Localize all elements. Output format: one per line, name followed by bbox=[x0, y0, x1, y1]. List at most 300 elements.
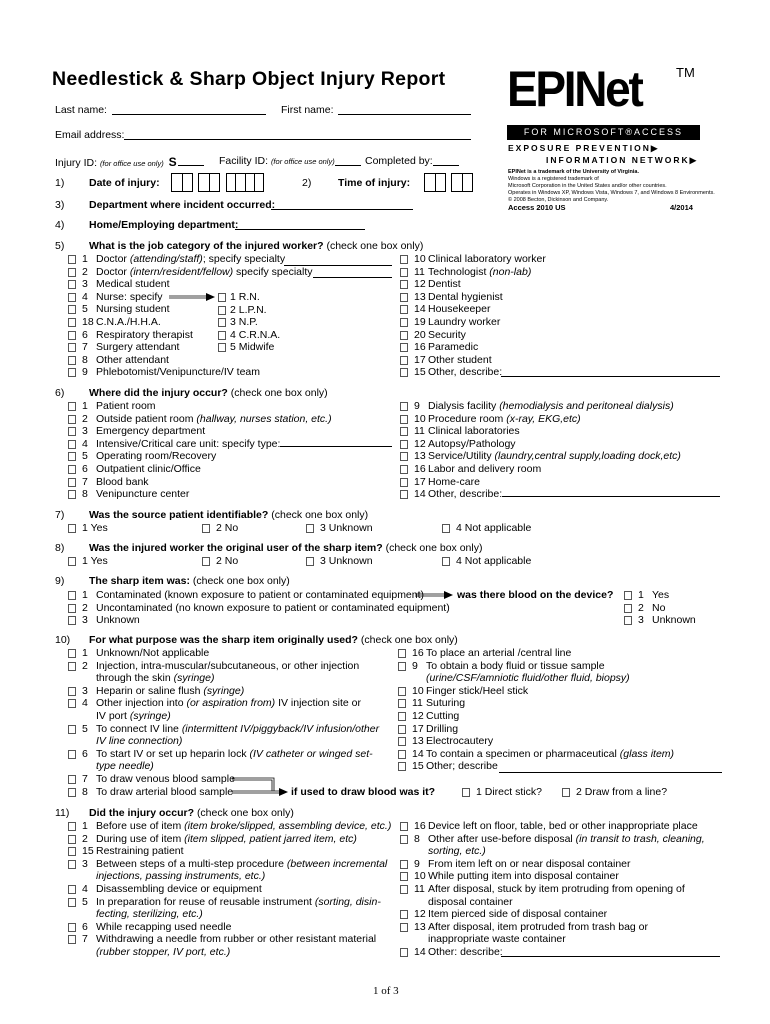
option-text bbox=[96, 317, 161, 328]
checkbox[interactable] bbox=[400, 427, 408, 436]
epinet-logo: EPINet bbox=[507, 61, 642, 117]
option-number: 16 bbox=[414, 820, 426, 832]
option-text bbox=[428, 279, 461, 290]
option-text bbox=[428, 464, 541, 475]
q9-arrow-icon bbox=[415, 591, 453, 599]
option-number: 13 bbox=[412, 735, 424, 748]
checkbox[interactable] bbox=[68, 524, 76, 533]
logo-bar: FOR MICROSOFT®ACCESS bbox=[507, 125, 700, 140]
checkbox[interactable] bbox=[398, 687, 406, 696]
option-label: While recapping used needle bbox=[96, 920, 232, 933]
option-label: Laundry worker bbox=[428, 316, 501, 328]
option-text bbox=[428, 477, 480, 488]
option-text bbox=[428, 414, 581, 425]
checkbox[interactable] bbox=[202, 524, 210, 533]
option-label: Clinical laboratory worker bbox=[428, 253, 546, 265]
option-text bbox=[426, 686, 528, 697]
checkbox[interactable] bbox=[68, 860, 76, 869]
q5-specialty-field-1[interactable] bbox=[284, 255, 392, 266]
checkbox[interactable] bbox=[68, 402, 76, 411]
option-label: Medical student bbox=[96, 278, 170, 291]
checkbox[interactable] bbox=[400, 318, 408, 327]
checkbox[interactable] bbox=[68, 465, 76, 474]
option-number: 13 bbox=[414, 290, 426, 303]
option-label: Dialysis facility bbox=[428, 400, 500, 412]
q10-blood-question: if used to draw blood was it? bbox=[291, 786, 436, 798]
checkbox[interactable] bbox=[68, 415, 76, 424]
nurse-arrow-icon bbox=[169, 293, 215, 301]
option-text bbox=[428, 897, 513, 908]
option-label: Outside patient room bbox=[96, 412, 197, 425]
option-text bbox=[96, 871, 265, 882]
option-label: Technologist bbox=[428, 265, 490, 278]
option-label: To connect IV line bbox=[96, 722, 182, 735]
checkbox[interactable] bbox=[68, 885, 76, 894]
option-label: Labor and delivery room bbox=[428, 463, 542, 475]
option-text bbox=[426, 661, 605, 672]
option-text bbox=[428, 834, 705, 845]
checkbox[interactable] bbox=[400, 440, 408, 449]
option-text: 5 Midwife bbox=[230, 341, 275, 354]
checkbox[interactable] bbox=[306, 524, 314, 533]
option-label: Paramedic bbox=[428, 341, 479, 354]
date-month-box[interactable] bbox=[171, 173, 193, 192]
option-text bbox=[428, 947, 503, 958]
facility-id-field[interactable] bbox=[335, 155, 361, 166]
option-text bbox=[96, 922, 231, 933]
option-text bbox=[96, 464, 201, 475]
option-number: 12 bbox=[414, 278, 426, 291]
checkbox[interactable] bbox=[68, 440, 76, 449]
option-detail: (sorting, disin- bbox=[314, 895, 381, 908]
q9-number: 9) bbox=[55, 575, 65, 587]
option-number: 4 bbox=[82, 290, 88, 303]
q7-number: 7) bbox=[55, 509, 65, 521]
option-text bbox=[428, 884, 685, 895]
option-detail: (intern/resident/fellow) bbox=[129, 265, 234, 278]
logo-version: Access 2010 US bbox=[508, 203, 566, 212]
checkbox[interactable] bbox=[68, 368, 76, 377]
option-label: Doctor bbox=[96, 265, 130, 278]
checkbox[interactable] bbox=[68, 356, 76, 365]
checkbox[interactable] bbox=[400, 910, 408, 919]
checkbox[interactable] bbox=[68, 427, 76, 436]
option-text bbox=[96, 355, 169, 366]
option-label: Surgery attendant bbox=[96, 341, 180, 354]
checkbox[interactable] bbox=[400, 255, 408, 264]
option-text bbox=[428, 439, 516, 450]
checkbox[interactable] bbox=[68, 591, 76, 600]
option-label: To draw arterial blood sample bbox=[96, 785, 234, 798]
option-detail: fecting, sterilizing, etc.) bbox=[96, 908, 203, 921]
option-text: 2 Draw from a line? bbox=[576, 786, 668, 798]
option-number: 2 bbox=[82, 659, 88, 672]
option-number: 17 bbox=[414, 353, 426, 366]
option-detail: (item slipped, patient jarred item, etc) bbox=[184, 832, 357, 845]
option-number: 2 bbox=[82, 265, 88, 278]
option-label: Phlebotomist/Venipuncture/IV team bbox=[96, 366, 261, 379]
checkbox[interactable] bbox=[68, 687, 76, 696]
option-text bbox=[96, 834, 357, 845]
option-label: Item pierced side of disposal container bbox=[428, 908, 608, 921]
option-text bbox=[96, 724, 379, 735]
checkbox[interactable] bbox=[68, 318, 76, 327]
option-label: No bbox=[652, 601, 666, 614]
option-label: Between steps of a multi-step procedure bbox=[96, 857, 287, 870]
checkbox[interactable] bbox=[218, 306, 226, 315]
checkbox[interactable] bbox=[68, 649, 76, 658]
option-number: 5 bbox=[82, 303, 88, 316]
option-label: Nursing student bbox=[96, 303, 170, 316]
option-number: 16 bbox=[414, 463, 426, 475]
option-text bbox=[96, 292, 163, 303]
q6-number: 6) bbox=[55, 387, 65, 399]
q6-icu-field[interactable] bbox=[280, 436, 392, 447]
checkbox[interactable] bbox=[400, 885, 408, 894]
facility-id-label: Facility ID: (for office use only) bbox=[219, 155, 335, 167]
option-text bbox=[96, 451, 216, 462]
option-number: 4 bbox=[82, 437, 88, 450]
completed-by-field[interactable] bbox=[433, 155, 459, 166]
checkbox[interactable] bbox=[400, 948, 408, 957]
option-detail: (rubber stopper, IV port, etc.) bbox=[96, 946, 231, 958]
option-suffix: ; specify specialty bbox=[202, 253, 286, 265]
option-number: 1 bbox=[82, 589, 88, 601]
checkbox[interactable] bbox=[400, 465, 408, 474]
option-number: 10 bbox=[414, 253, 426, 265]
option-number: 13 bbox=[414, 450, 426, 463]
option-number: 5 bbox=[82, 722, 88, 735]
checkbox[interactable] bbox=[442, 557, 450, 566]
checkbox[interactable] bbox=[68, 268, 76, 277]
option-detail: sorting, etc.) bbox=[428, 845, 486, 858]
option-text bbox=[426, 761, 498, 772]
option-text bbox=[428, 451, 681, 462]
checkbox[interactable] bbox=[400, 452, 408, 461]
checkbox[interactable] bbox=[68, 898, 76, 907]
option-label: Suturing bbox=[426, 697, 466, 710]
option-text: 3 Unknown bbox=[320, 555, 373, 567]
option-detail: (syringe) bbox=[173, 672, 215, 685]
option-label: Other; describe bbox=[426, 760, 498, 773]
option-text bbox=[96, 279, 170, 290]
option-number: 11 bbox=[414, 883, 425, 895]
checkbox[interactable] bbox=[400, 415, 408, 424]
logo-line-2: INFORMATION NETWORK▶ bbox=[546, 155, 699, 165]
option-text bbox=[428, 355, 492, 366]
option-label: From item left on or near disposal container bbox=[428, 857, 631, 870]
option-text bbox=[428, 304, 490, 315]
option-text bbox=[428, 367, 502, 378]
option-number: 12 bbox=[414, 437, 426, 450]
checkbox[interactable] bbox=[68, 923, 76, 932]
checkbox[interactable] bbox=[400, 822, 408, 831]
option-text: 3 Unknown bbox=[320, 522, 373, 534]
option-text bbox=[96, 603, 450, 614]
option-number: 3 bbox=[82, 425, 88, 438]
page-title: Needlestick & Sharp Object Injury Report bbox=[52, 68, 446, 90]
option-text bbox=[96, 749, 373, 760]
last-name-field[interactable] bbox=[112, 104, 266, 115]
option-text: 4 C.R.N.A. bbox=[230, 328, 281, 341]
option-number: 9 bbox=[414, 857, 420, 870]
option-label: To start IV or set up heparin lock bbox=[96, 747, 250, 760]
option-label: Autopsy/Pathology bbox=[428, 437, 516, 450]
option-text bbox=[426, 648, 571, 659]
option-label: Electrocautery bbox=[426, 735, 494, 748]
checkbox[interactable] bbox=[68, 255, 76, 264]
option-label: Uncontaminated (no known exposure to patient or contaminated equipment) bbox=[96, 601, 450, 614]
date-day-box[interactable] bbox=[198, 173, 220, 192]
option-number: 14 bbox=[412, 747, 424, 760]
option-number: 15 bbox=[412, 760, 424, 773]
checkbox[interactable] bbox=[442, 524, 450, 533]
option-text bbox=[96, 859, 387, 870]
checkbox[interactable] bbox=[68, 305, 76, 314]
option-number: 3 bbox=[638, 614, 644, 627]
checkbox[interactable] bbox=[68, 775, 76, 784]
option-text bbox=[96, 267, 313, 278]
checkbox[interactable] bbox=[68, 699, 76, 708]
option-text bbox=[652, 590, 669, 601]
option-text bbox=[96, 615, 140, 626]
option-detail: (laundry,central supply,loading dock,etc) bbox=[494, 450, 681, 463]
option-text bbox=[96, 909, 203, 920]
option-number: 3 bbox=[82, 684, 88, 697]
q4-field[interactable] bbox=[235, 219, 365, 230]
checkbox[interactable] bbox=[68, 847, 76, 856]
first-name-field[interactable] bbox=[338, 104, 471, 115]
checkbox[interactable] bbox=[562, 788, 570, 797]
option-label: Service/Utility bbox=[428, 450, 495, 463]
checkbox[interactable] bbox=[398, 762, 406, 771]
checkbox[interactable] bbox=[218, 343, 226, 352]
q9-blood-question: was there blood on the device? bbox=[457, 589, 614, 601]
option-suffix: IV injection site or bbox=[275, 697, 361, 710]
checkbox[interactable] bbox=[218, 318, 226, 327]
option-number: 19 bbox=[414, 316, 426, 328]
option-number: 9 bbox=[412, 659, 418, 672]
checkbox[interactable] bbox=[400, 835, 408, 844]
option-text bbox=[96, 761, 154, 772]
option-text bbox=[428, 342, 478, 353]
checkbox[interactable] bbox=[398, 725, 406, 734]
option-number: 16 bbox=[412, 647, 424, 659]
q3-field[interactable] bbox=[271, 199, 413, 210]
option-label: Device left on floor, table, bed or other inappropriate place bbox=[428, 820, 698, 832]
checkbox[interactable] bbox=[218, 331, 226, 340]
checkbox[interactable] bbox=[218, 293, 226, 302]
checkbox[interactable] bbox=[400, 343, 408, 352]
option-suffix: specify specialty bbox=[233, 265, 313, 278]
option-text bbox=[96, 736, 182, 747]
q4-number: 4) bbox=[55, 219, 65, 231]
checkbox[interactable] bbox=[398, 712, 406, 721]
checkbox[interactable] bbox=[400, 293, 408, 302]
option-label: Unknown bbox=[652, 614, 696, 627]
checkbox[interactable] bbox=[68, 452, 76, 461]
checkbox[interactable] bbox=[400, 356, 408, 365]
option-detail: (urine/CSF/amniotic fluid/other fluid, biopsy) bbox=[426, 672, 630, 685]
option-label: Operating room/Recovery bbox=[96, 450, 217, 463]
trademark-mark: TM bbox=[676, 65, 695, 80]
option-text bbox=[96, 787, 233, 798]
checkbox[interactable] bbox=[68, 835, 76, 844]
option-label: Respiratory therapist bbox=[96, 328, 193, 341]
option-number: 7 bbox=[82, 341, 88, 354]
q1-number: 1) bbox=[55, 177, 65, 189]
option-number: 20 bbox=[414, 328, 426, 341]
option-number: 4 bbox=[82, 883, 88, 895]
option-label: Blood bank bbox=[96, 475, 149, 488]
option-number: 11 bbox=[414, 425, 425, 438]
option-text bbox=[428, 401, 674, 412]
checkbox[interactable] bbox=[68, 280, 76, 289]
checkbox[interactable] bbox=[400, 368, 408, 377]
checkbox[interactable] bbox=[398, 737, 406, 746]
checkbox[interactable] bbox=[400, 402, 408, 411]
checkbox[interactable] bbox=[400, 280, 408, 289]
option-detail: (item broke/slipped, assembling device, etc.) bbox=[184, 820, 392, 832]
q5-other-field[interactable] bbox=[501, 366, 720, 377]
checkbox[interactable] bbox=[400, 305, 408, 314]
option-label: Other, describe: bbox=[428, 488, 503, 501]
checkbox[interactable] bbox=[68, 616, 76, 625]
option-number: 6 bbox=[82, 463, 88, 475]
option-label: Disassembling device or equipment bbox=[96, 883, 262, 895]
option-detail: injections, passing instruments, etc.) bbox=[96, 870, 266, 883]
option-number: 18 bbox=[82, 316, 94, 328]
checkbox[interactable] bbox=[398, 649, 406, 658]
checkbox[interactable] bbox=[68, 725, 76, 734]
checkbox[interactable] bbox=[624, 604, 632, 613]
option-text bbox=[96, 673, 214, 684]
option-number: 2 bbox=[638, 601, 644, 614]
time-hour-box[interactable] bbox=[424, 173, 446, 192]
q11-number: 11) bbox=[55, 807, 70, 819]
checkbox[interactable] bbox=[68, 293, 76, 302]
checkbox[interactable] bbox=[400, 268, 408, 277]
option-text bbox=[96, 821, 391, 832]
checkbox[interactable] bbox=[68, 478, 76, 487]
option-label: C.N.A./H.H.A. bbox=[96, 316, 161, 328]
option-label: IV port bbox=[96, 710, 130, 722]
option-number: 1 bbox=[82, 647, 88, 659]
option-text: 4 Not applicable bbox=[456, 522, 532, 534]
option-text: 2 No bbox=[216, 555, 239, 567]
option-text bbox=[428, 254, 546, 265]
q5-specialty-field-2[interactable] bbox=[313, 267, 392, 278]
checkbox[interactable] bbox=[68, 935, 76, 944]
option-detail: (syringe) bbox=[129, 710, 171, 722]
email-label: Email address: bbox=[55, 129, 125, 141]
time-minute-box[interactable] bbox=[451, 173, 473, 192]
checkbox[interactable] bbox=[400, 490, 408, 499]
option-number: 1 bbox=[638, 589, 644, 601]
option-number: 3 bbox=[82, 614, 88, 627]
option-text bbox=[426, 736, 493, 747]
email-field[interactable] bbox=[124, 129, 471, 140]
checkbox[interactable] bbox=[624, 616, 632, 625]
checkbox[interactable] bbox=[68, 557, 76, 566]
option-detail: (syringe) bbox=[203, 684, 245, 697]
option-text bbox=[96, 489, 189, 500]
option-label: To obtain a body fluid or tissue sample bbox=[426, 659, 605, 672]
checkbox[interactable] bbox=[398, 662, 406, 671]
checkbox[interactable] bbox=[68, 331, 76, 340]
option-label: Other attendant bbox=[96, 353, 169, 366]
option-number: 3 bbox=[82, 857, 88, 870]
q1-label: Date of injury: bbox=[89, 177, 160, 189]
checkbox[interactable] bbox=[462, 788, 470, 797]
checkbox[interactable] bbox=[68, 604, 76, 613]
option-label: Dental hygienist bbox=[428, 290, 503, 303]
checkbox[interactable] bbox=[624, 591, 632, 600]
q8-question: Was the injured worker the original user of the sharp item? (check one box only) bbox=[89, 542, 483, 554]
option-text: 1 Direct stick? bbox=[476, 786, 542, 798]
completed-by-label: Completed by: bbox=[365, 155, 433, 167]
option-label: To draw venous blood sample bbox=[96, 773, 235, 785]
checkbox[interactable] bbox=[202, 557, 210, 566]
option-label: Other after use-before disposal bbox=[428, 832, 576, 845]
q10-other-field[interactable] bbox=[499, 762, 722, 773]
option-label: Unknown bbox=[96, 614, 140, 627]
q6-question: Where did the injury occur? (check one box only) bbox=[89, 387, 328, 399]
checkbox[interactable] bbox=[398, 750, 406, 759]
checkbox[interactable] bbox=[400, 478, 408, 487]
checkbox[interactable] bbox=[68, 662, 76, 671]
option-text bbox=[96, 590, 424, 601]
option-text: 1 Yes bbox=[82, 555, 108, 567]
checkbox[interactable] bbox=[68, 788, 76, 797]
checkbox[interactable] bbox=[68, 343, 76, 352]
option-label: Drilling bbox=[426, 722, 459, 735]
checkbox[interactable] bbox=[398, 699, 406, 708]
q4-label: Home/Employing department: bbox=[89, 219, 239, 231]
checkbox[interactable] bbox=[68, 750, 76, 759]
option-number: 12 bbox=[414, 908, 426, 921]
option-text bbox=[652, 615, 696, 626]
option-text bbox=[96, 648, 209, 659]
option-text: 1 R.N. bbox=[230, 291, 260, 303]
q6-other-field[interactable] bbox=[502, 486, 720, 497]
checkbox[interactable] bbox=[68, 490, 76, 499]
option-number: 13 bbox=[414, 920, 426, 933]
option-text bbox=[426, 698, 465, 709]
date-year-box[interactable] bbox=[226, 173, 264, 192]
checkbox[interactable] bbox=[400, 872, 408, 881]
option-label: Contaminated (known exposure to patient or contaminated equipment) bbox=[96, 589, 425, 601]
option-label: Housekeeper bbox=[428, 303, 491, 316]
option-text bbox=[428, 317, 500, 328]
option-text bbox=[96, 934, 376, 945]
option-number: 1 bbox=[82, 400, 88, 412]
option-text bbox=[96, 330, 193, 341]
option-label: Venipuncture center bbox=[96, 488, 190, 501]
option-text bbox=[428, 267, 531, 278]
option-number: 10 bbox=[414, 870, 426, 883]
option-text bbox=[96, 947, 230, 958]
checkbox[interactable] bbox=[400, 860, 408, 869]
option-text bbox=[96, 254, 285, 265]
checkbox[interactable] bbox=[400, 331, 408, 340]
checkbox[interactable] bbox=[306, 557, 314, 566]
injury-id-field[interactable] bbox=[178, 155, 204, 166]
checkbox[interactable] bbox=[68, 822, 76, 831]
q11-other-field[interactable] bbox=[501, 946, 720, 957]
logo-fine-3: Microsoft Corporation in the United States and/or other countries. bbox=[508, 183, 667, 189]
checkbox[interactable] bbox=[400, 923, 408, 932]
